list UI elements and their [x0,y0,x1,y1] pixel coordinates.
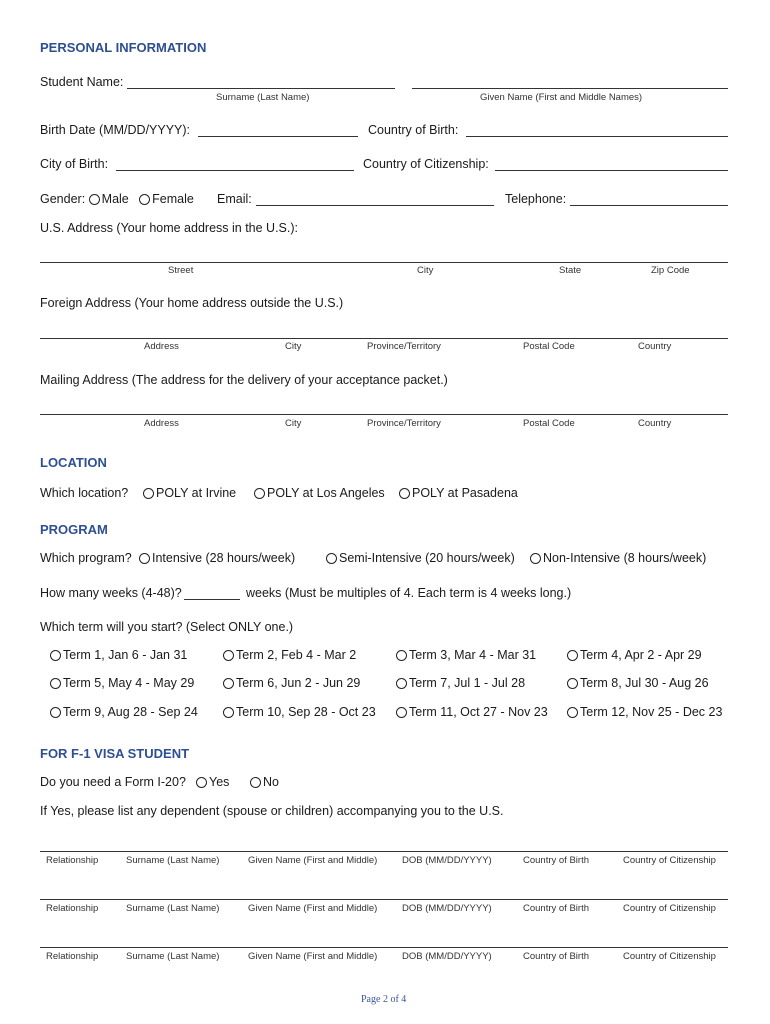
radio-icon[interactable] [50,678,61,689]
term-option[interactable] [50,676,194,690]
dep-col-country-citizenship: Country of Citizenship [623,903,716,914]
radio-icon[interactable] [254,488,265,499]
foreign-city-caption: City [285,341,302,352]
foreign-address-caption: Address [144,341,179,352]
term-option[interactable] [567,648,702,662]
i20-yes-option[interactable] [196,775,229,789]
dependent-row-1-field[interactable] [40,851,728,852]
term-option[interactable] [223,648,356,662]
dep-col-surname: Surname (Last Name) [126,903,220,914]
dep-col-relationship: Relationship [46,903,99,914]
term-option[interactable] [396,705,548,719]
us-street-caption: Street [168,265,194,276]
program-option-intensive[interactable] [139,551,295,565]
foreign-province-caption: Province/Territory [367,341,441,352]
dep-col-relationship: Relationship [46,855,99,866]
program-option-semi-intensive[interactable] [326,551,515,565]
country-citizenship-label: Country of Citizenship: [363,157,489,171]
radio-icon[interactable] [223,707,234,718]
term-option[interactable] [50,705,198,719]
term-label: Term 11, Oct 27 - Nov 23 [409,705,548,719]
program-option-label: Semi-Intensive (20 hours/week) [339,551,515,565]
term-option[interactable] [50,648,187,662]
location-option-label: POLY at Pasadena [412,486,518,500]
country-birth-label: Country of Birth: [368,123,459,137]
i20-no-option[interactable] [250,775,279,789]
radio-icon[interactable] [326,553,337,564]
dependent-row-2-field[interactable] [40,899,728,900]
radio-icon[interactable] [396,678,407,689]
f1-heading: FOR F-1 VISA STUDENT [40,746,190,761]
term-label: Term 9, Aug 28 - Sep 24 [63,705,198,719]
surname-field[interactable] [127,88,395,89]
us-zip-caption: Zip Code [651,265,690,276]
male-label: Male [101,192,129,206]
term-label: Term 6, Jun 2 - Jun 29 [236,676,361,690]
email-field[interactable] [256,205,494,206]
radio-icon[interactable] [196,777,207,788]
mailing-province-caption: Province/Territory [367,418,441,429]
term-option[interactable] [223,676,360,690]
dep-col-given: Given Name (First and Middle) [248,951,378,962]
mailing-postal-caption: Postal Code [523,418,575,429]
term-question: Which term will you start? (Select ONLY one.) [40,620,294,634]
dep-col-dob: DOB (MM/DD/YYYY) [402,951,492,962]
location-option-irvine[interactable] [143,486,236,500]
mailing-city-caption: City [285,418,302,429]
birth-date-field[interactable] [198,136,358,137]
location-option-los-angeles[interactable] [254,486,385,500]
female-radio[interactable] [139,194,150,205]
country-birth-field[interactable] [466,136,728,137]
i20-question: Do you need a Form I-20? [40,775,186,789]
yes-label: Yes [209,775,230,789]
term-label: Term 1, Jan 6 - Jan 31 [63,648,188,662]
city-birth-label: City of Birth: [40,157,109,171]
us-address-field[interactable] [40,262,728,263]
radio-icon[interactable] [399,488,410,499]
dep-col-country-citizenship: Country of Citizenship [623,951,716,962]
foreign-postal-caption: Postal Code [523,341,575,352]
surname-caption: Surname (Last Name) [216,92,310,103]
mailing-address-label: Mailing Address (The address for the delivery of your acceptance packet.) [40,373,448,387]
dependents-instruction: If Yes, please list any dependent (spouse or children) accompanying you to the U.S. [40,804,504,818]
us-address-label: U.S. Address (Your home address in the U.S.): [40,221,298,235]
term-label: Term 8, Jul 30 - Aug 26 [580,676,709,690]
radio-icon[interactable] [139,553,150,564]
radio-icon[interactable] [250,777,261,788]
program-option-label: Intensive (28 hours/week) [152,551,296,565]
birth-date-label: Birth Date (MM/DD/YYYY): [40,123,191,137]
term-label: Term 12, Nov 25 - Dec 23 [580,705,723,719]
city-birth-field[interactable] [116,170,354,171]
radio-icon[interactable] [567,650,578,661]
program-question: Which program? [40,551,132,565]
weeks-question: How many weeks (4-48)? [40,586,182,600]
dep-col-country-birth: Country of Birth [523,903,589,914]
dependent-row-3-field[interactable] [40,947,728,948]
location-heading: LOCATION [40,455,107,470]
email-label: Email: [217,192,252,206]
personal-heading: PERSONAL INFORMATION [40,40,207,55]
given-name-field[interactable] [412,88,728,89]
foreign-country-caption: Country [638,341,672,352]
program-option-non-intensive[interactable] [530,551,706,565]
gender-row [40,192,194,206]
radio-icon[interactable] [50,707,61,718]
radio-icon[interactable] [50,650,61,661]
dep-col-dob: DOB (MM/DD/YYYY) [402,903,492,914]
radio-icon[interactable] [396,707,407,718]
mailing-address-field[interactable] [40,414,728,415]
dep-col-country-birth: Country of Birth [523,951,589,962]
radio-icon[interactable] [223,678,234,689]
location-option-label: POLY at Los Angeles [267,486,385,500]
program-heading: PROGRAM [40,522,108,537]
radio-icon[interactable] [143,488,154,499]
dep-col-given: Given Name (First and Middle) [248,855,378,866]
term-label: Term 5, May 4 - May 29 [63,676,195,690]
foreign-address-field[interactable] [40,338,728,339]
student-name-label: Student Name: [40,75,124,89]
radio-icon[interactable] [567,678,578,689]
radio-icon[interactable] [530,553,541,564]
female-label: Female [152,192,194,206]
term-option[interactable] [396,676,525,690]
term-label: Term 2, Feb 4 - Mar 2 [236,648,357,662]
telephone-field[interactable] [570,205,728,206]
location-option-label: POLY at Irvine [156,486,237,500]
weeks-field[interactable] [184,599,240,600]
given-name-caption: Given Name (First and Middle Names) [480,92,643,103]
term-option[interactable] [567,705,722,719]
dep-col-surname: Surname (Last Name) [126,951,220,962]
term-label: Term 4, Apr 2 - Apr 29 [580,648,702,662]
dep-col-dob: DOB (MM/DD/YYYY) [402,855,492,866]
country-citizenship-field[interactable] [495,170,728,171]
program-option-label: Non-Intensive (8 hours/week) [543,551,707,565]
weeks-note: weeks (Must be multiples of 4. Each term is 4 weeks long.) [246,586,572,600]
term-label: Term 10, Sep 28 - Oct 23 [236,705,376,719]
foreign-address-label: Foreign Address (Your home address outside the U.S.) [40,296,344,310]
radio-icon[interactable] [223,650,234,661]
term-option[interactable] [567,676,709,690]
term-option[interactable] [396,648,536,662]
term-option[interactable] [223,705,376,719]
male-radio[interactable] [89,194,100,205]
dep-col-country-birth: Country of Birth [523,855,589,866]
mailing-address-caption: Address [144,418,179,429]
dep-col-relationship: Relationship [46,951,99,962]
dep-col-surname: Surname (Last Name) [126,855,220,866]
dep-col-given: Given Name (First and Middle) [248,903,378,914]
us-city-caption: City [417,265,434,276]
mailing-country-caption: Country [638,418,672,429]
location-question: Which location? [40,486,129,500]
telephone-label: Telephone: [505,192,567,206]
page-number: Page 2 of 4 [361,994,407,1005]
radio-icon[interactable] [567,707,578,718]
us-state-caption: State [559,265,582,276]
term-label: Term 3, Mar 4 - Mar 31 [409,648,537,662]
term-label: Term 7, Jul 1 - Jul 28 [409,676,526,690]
dep-col-country-citizenship: Country of Citizenship [623,855,716,866]
gender-label: Gender: [40,192,86,206]
location-option-pasadena[interactable] [399,486,518,500]
no-label: No [263,775,279,789]
radio-icon[interactable] [396,650,407,661]
